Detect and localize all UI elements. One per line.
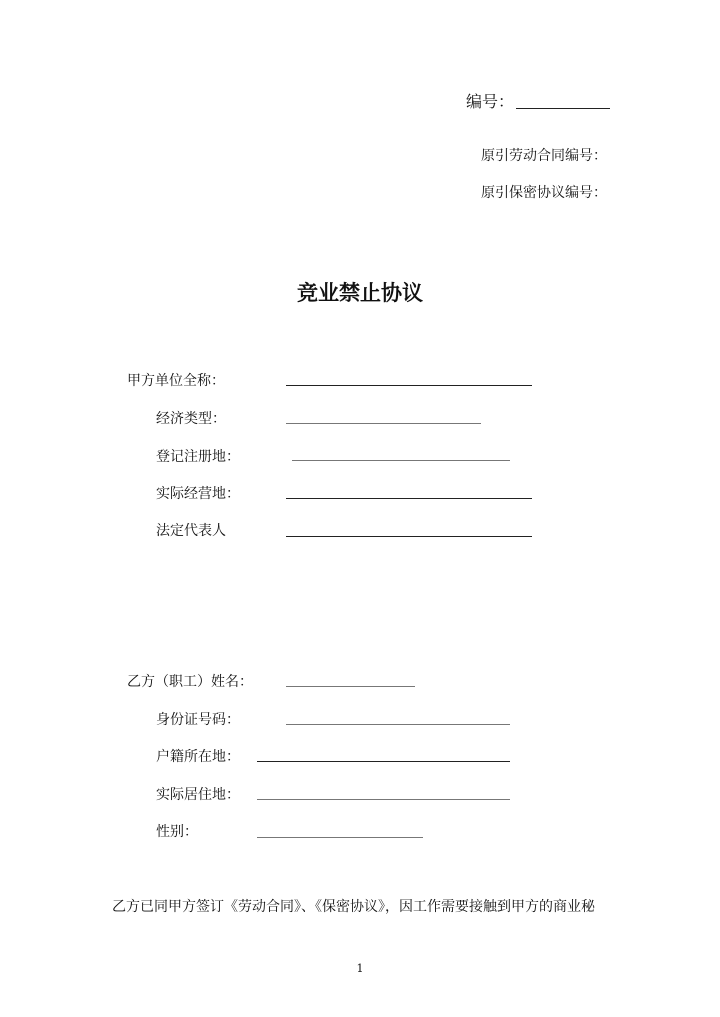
- party-a-registered-address-line: [292, 460, 510, 461]
- party-b-actual-residence-line: [257, 799, 510, 800]
- party-a-actual-business-address-line: [286, 498, 532, 499]
- party-a-full-name-line: [286, 385, 532, 386]
- party-b-name-label: 乙方（职工）姓名：: [127, 674, 253, 690]
- party-a-economic-type-label: 经济类型：: [156, 411, 226, 427]
- page-number: 1: [356, 962, 364, 975]
- party-a-registered-address-label: 登记注册地：: [156, 449, 240, 465]
- labor-contract-no-label: 原引劳动合同编号：: [481, 148, 607, 164]
- party-b-gender-label: 性别：: [156, 824, 198, 840]
- party-b-id-number-line: [286, 724, 510, 725]
- confidentiality-agreement-no-label: 原引保密协议编号：: [481, 185, 607, 201]
- body-paragraph: 乙方已同甲方签订《劳动合同》、《保密协议》，因工作需要接触到甲方的商业秘: [112, 899, 595, 915]
- document-title: 竞业禁止协议: [297, 280, 423, 305]
- party-a-actual-business-address-label: 实际经营地：: [156, 486, 240, 502]
- number-label: 编号：: [466, 92, 515, 111]
- number-field-line: [516, 108, 610, 109]
- party-b-name-line: [286, 686, 415, 687]
- party-b-household-registration-line: [257, 761, 510, 762]
- party-a-full-name-label: 甲方单位全称：: [127, 373, 225, 389]
- party-a-legal-representative-line: [286, 536, 532, 537]
- party-a-legal-representative-label: 法定代表人: [156, 523, 226, 539]
- party-b-actual-residence-label: 实际居住地：: [156, 787, 240, 803]
- party-a-economic-type-line: [286, 423, 481, 424]
- party-b-household-registration-label: 户籍所在地：: [156, 749, 240, 765]
- party-b-id-number-label: 身份证号码：: [156, 712, 240, 728]
- party-b-gender-line: [257, 837, 423, 838]
